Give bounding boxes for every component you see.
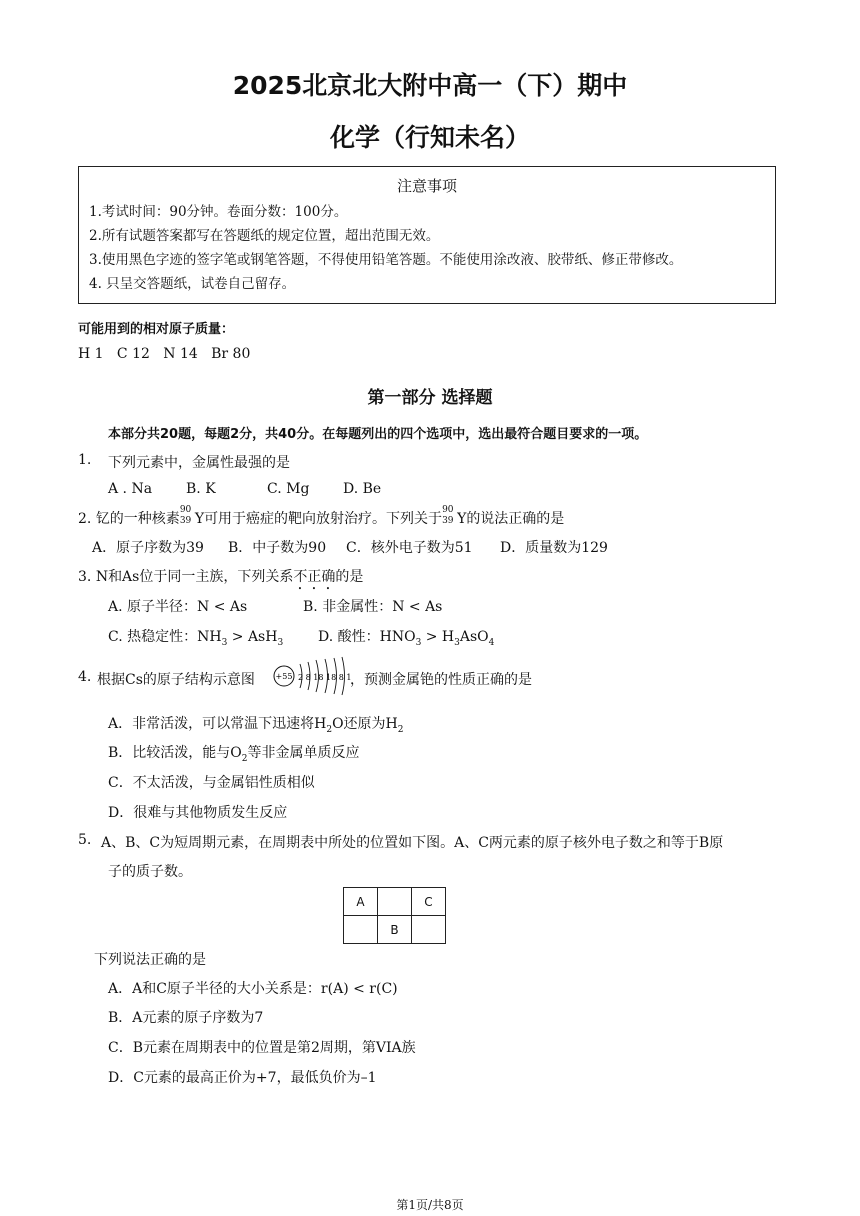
q1-option-b: B. K [186, 481, 216, 497]
cell-a: A [344, 888, 378, 916]
q1-number: 1. [78, 452, 92, 468]
q5-number: 5. [78, 832, 92, 848]
periodic-table-fragment [343, 887, 446, 944]
q2-isotope-symbol-2: Y [457, 511, 467, 527]
q4-stem-b: ，预测金属铯的性质正确的是 [350, 672, 532, 688]
q2-isotope-2: 90 39 [442, 505, 454, 526]
q2-option-a: A．原子序数为39 [92, 540, 204, 556]
q2-stem-c: 的说法正确的是 [466, 511, 565, 527]
exam-subtitle: 化学（行知未名） [329, 123, 530, 152]
q2-option-c: C．核外电子数为51 [346, 540, 473, 556]
q2-option-d: D．质量数为129 [500, 540, 608, 556]
q5-option-d: D．C元素的最高正价为+7，最低负价为–1 [108, 1070, 377, 1086]
q4-stem-a: 根据Cs的原子结构示意图 [97, 672, 255, 688]
q3-number: 3. [78, 569, 92, 585]
q1-option-a: A . Na [108, 481, 153, 497]
q5-option-a: A．A和C原子半径的大小关系是：r(A) < r(C) [108, 981, 398, 997]
cell-b: B [378, 916, 412, 944]
q2-isotope-symbol: Y [194, 511, 205, 527]
q3-option-b: B. 非金属性：N < As [303, 599, 443, 615]
atomic-mass-values: H 1 C 12 N 14 Br 80 [78, 346, 251, 362]
q3-stem [78, 566, 363, 593]
q2-option-b: B．中子数为90 [228, 540, 327, 556]
exam-title: 2025北京北大附中高一（下）期中 [232, 71, 628, 100]
q1-option-d: D. Be [343, 481, 382, 497]
q3-option-c: C. 热稳定性：$NH_3 > AsH_3$ [108, 629, 284, 648]
section-instruction: 本部分共20题，每题2分，共40分。在每题列出的四个选项中，选出最符合题目要求的一项。 [108, 427, 648, 442]
notice-item: 1.考试时间：90分钟。卷面分数：100分。 [89, 204, 348, 220]
q3-option-a: A. 原子半径：N < As [108, 599, 248, 615]
atomic-mass-label: 可能用到的相对原子质量： [78, 322, 235, 337]
cs-atomic-structure-diagram [272, 656, 352, 696]
notice-box [78, 166, 776, 304]
notice-item: 3.使用黑色字迹的签字笔或钢笔答题，不得使用铅笔答题。不能使用涂改液、胶带纸、修正带修改。 [89, 252, 683, 268]
cell-empty [378, 888, 412, 916]
q5-option-b: B．A元素的原子序数为7 [108, 1010, 264, 1026]
q4-option-c: C．不太活泼，与金属铝性质相似 [108, 775, 315, 791]
q5-stem-line2: 子的质子数。 [108, 864, 192, 880]
cell-empty [344, 916, 378, 944]
section-title: 第一部分 选择题 [367, 388, 493, 408]
q4-number: 4. [78, 669, 92, 685]
q2-isotope: 90 39 [179, 505, 192, 526]
q4-option-d: D．很难与其他物质发生反应 [108, 805, 288, 821]
q3-stem-b: 的是 [335, 569, 364, 585]
q5-lead: 下列说法正确的是 [94, 952, 206, 968]
cell-empty [412, 916, 446, 944]
notice-title: 注意事项 [396, 177, 457, 195]
q3-stem-emphasis: 不正确 [293, 569, 336, 585]
q5-option-c: C．B元素在周期表中的位置是第2周期，第VIA族 [108, 1040, 416, 1056]
notice-item: 2.所有试题答案都写在答题纸的规定位置，超出范围无效。 [89, 228, 440, 244]
page-footer: 第1页/共8页 [396, 1198, 464, 1212]
q2-number: 2. [78, 511, 92, 527]
nucleus-charge: +55 [275, 672, 293, 681]
q2-stem-b: 可用于癌症的靶向放射治疗。下列关于 [204, 511, 443, 527]
q5-stem-line1: A、B、C为短周期元素，在周期表中所处的位置如下图。A、C两元素的原子核外电子数之和等于B原 [101, 835, 724, 851]
q3-stem-a: N和As位于同一主族，下列关系 [95, 569, 294, 585]
cell-c: C [412, 888, 446, 916]
shell-electron-counts: 2 8 18 18 8 1 [298, 673, 352, 682]
q2-stem-a: 钇的一种核素 [95, 511, 180, 527]
q4-option-a: A．非常活泼，可以常温下迅速将$H_2O$还原为$H_2$ [108, 716, 404, 735]
q1-stem: 下列元素中，金属性最强的是 [108, 455, 290, 471]
q4-option-b: B．比较活泼，能与$O_2$等非金属单质反应 [108, 745, 360, 764]
notice-item: 4. 只呈交答题纸，试卷自己留存。 [89, 276, 296, 292]
q1-option-c: C. Mg [267, 481, 310, 497]
q3-option-d: D. 酸性：$HNO_3 > H_3AsO_4$ [318, 629, 495, 648]
q2-stem [78, 505, 565, 528]
